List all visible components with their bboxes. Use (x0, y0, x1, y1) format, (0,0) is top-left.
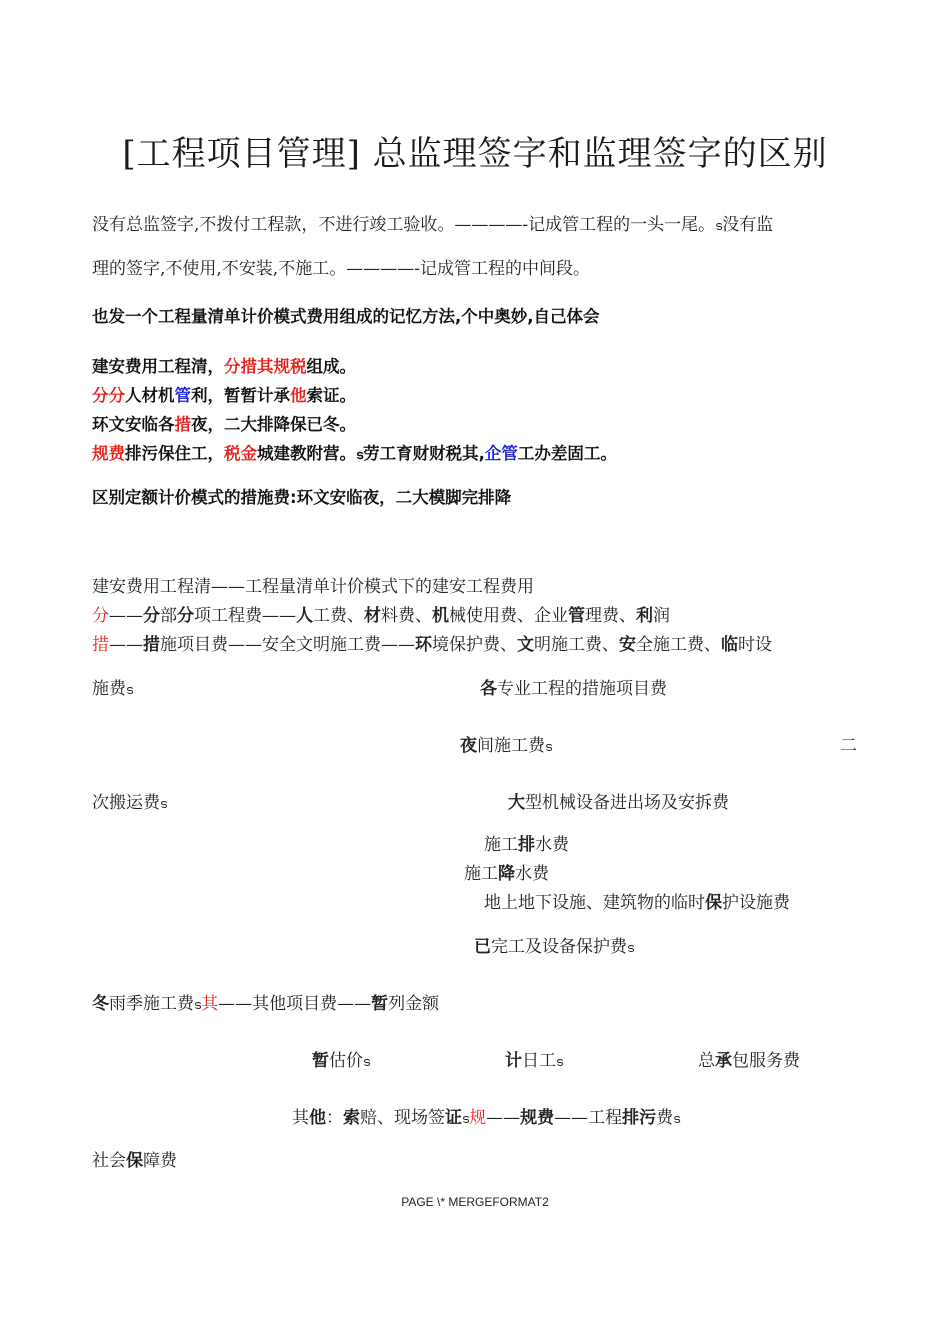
detail-line-6b (508, 788, 729, 813)
detail-text: 社会 (92, 1151, 126, 1171)
mnemonic-text: 利，暂暂计承 (191, 386, 290, 405)
detail-text: 障费 (143, 1151, 177, 1171)
paragraph-mark-icon: ട (126, 683, 134, 697)
detail-text: 项工程费—— (194, 606, 296, 626)
detail-key: 已 (474, 937, 491, 957)
detail-text: 雨季施工费 (109, 994, 194, 1014)
detail-text: 型机械设备进出场及安拆费 (525, 793, 729, 813)
detail-key: 环 (415, 635, 432, 655)
detail-key: 暂 (371, 994, 389, 1014)
detail-line-11 (92, 989, 439, 1014)
detail-text: 专业工程的措施项目费 (497, 679, 667, 699)
detail-text: 施项目费——安全文明施工费—— (160, 635, 415, 655)
detail-key: 保 (705, 893, 722, 913)
detail-key: 排污 (622, 1108, 657, 1128)
mnemonic-text: 建安费用工程清， (92, 357, 224, 376)
detail-text: —— (109, 635, 143, 655)
paragraph-mark-icon: ട (715, 219, 723, 233)
detail-line-6a (92, 788, 167, 813)
mnemonic-text: 组成。 (306, 357, 356, 376)
detail-key: 夜 (460, 736, 477, 756)
mnemonic-text: 环文安临各 (92, 415, 175, 434)
paragraph-mark-icon: ട (545, 740, 553, 754)
detail-key: 大 (508, 793, 525, 813)
detail-text: 工费、 (313, 606, 364, 626)
paragraph-mark-icon: ട (160, 797, 168, 811)
detail-key: 安 (619, 635, 636, 655)
detail-text: 明施工费、 (534, 635, 619, 655)
detail-line-10 (474, 932, 634, 957)
detail-line-3 (92, 630, 772, 655)
detail-text: ——工程 (554, 1108, 623, 1128)
detail-line-1: 建安费用工程清——工程量清单计价模式下的建安工程费用 (92, 577, 534, 597)
detail-key-red: 规 (469, 1108, 487, 1128)
mnemonic-text: 夜，二大排降保已冬。 (191, 415, 356, 434)
detail-key: 规费 (520, 1108, 555, 1128)
detail-key: 排 (518, 835, 535, 855)
detail-text: 施工 (464, 864, 498, 884)
detail-text: 包服务费 (732, 1051, 800, 1071)
detail-text: 全施工费、 (636, 635, 721, 655)
paragraph-mark-icon: ട (194, 998, 202, 1012)
detail-text: 料费、 (381, 606, 432, 626)
detail-key: 利 (636, 606, 653, 626)
detail-key: 承 (715, 1051, 732, 1071)
detail-text: 境保护费、 (432, 635, 517, 655)
intro-line-1b-text: 没有监 (722, 215, 774, 235)
detail-text: 其 (292, 1108, 309, 1128)
detail-text: —— (109, 606, 143, 626)
detail-text: 水费 (535, 835, 569, 855)
detail-key: 暂 (312, 1051, 329, 1071)
detail-line-4a (92, 674, 133, 699)
detail-text: 械使用费、企业 (449, 606, 568, 626)
mnemonic-highlight: 分分 (92, 386, 125, 405)
detail-key: 临 (721, 635, 738, 655)
mnemonic-text: 索证。 (306, 386, 356, 405)
detail-key: 文 (517, 635, 534, 655)
detail-text: 总 (698, 1051, 715, 1071)
detail-key: 分 (177, 606, 194, 626)
mnemonic-line-2 (92, 382, 356, 406)
detail-text: 润 (653, 606, 670, 626)
paragraph-mark-icon: ട (556, 1055, 564, 1069)
detail-text: ： (326, 1108, 343, 1128)
detail-text: 地上地下设施、建筑物的临时 (484, 893, 705, 913)
detail-key-red: 分 (92, 606, 109, 626)
detail-text: 护设施费 (722, 893, 790, 913)
detail-line-12b (505, 1046, 563, 1071)
detail-line-8 (464, 859, 549, 884)
mnemonic-highlight: 措 (174, 415, 191, 434)
intro-line-1 (92, 210, 773, 235)
detail-key: 各 (480, 679, 497, 699)
detail-line-12c (698, 1046, 800, 1071)
mnemonic-line-1 (92, 353, 356, 377)
detail-text: 时设 (738, 635, 772, 655)
detail-key: 分 (143, 606, 160, 626)
detail-key: 冬 (92, 994, 109, 1014)
detail-line-12a (312, 1046, 370, 1071)
subtitle: 也发一个工程量清单计价模式费用组成的记忆方法,个中奥妙,自己体会 (92, 307, 600, 326)
detail-text: 赔、现场签 (360, 1108, 445, 1128)
detail-text: 施工 (484, 835, 518, 855)
detail-text: —— (486, 1108, 521, 1128)
mnemonic-text: 人材机 (125, 386, 175, 405)
mnemonic-highlight: 税金 (224, 444, 257, 463)
detail-key: 措 (143, 635, 160, 655)
detail-key: 机 (432, 606, 449, 626)
detail-text: 间施工费 (477, 736, 545, 756)
detail-text: 完工及设备保护费 (491, 937, 627, 957)
detail-line-5a (460, 731, 552, 756)
detail-line-7 (484, 830, 569, 855)
intro-line-1-text: 没有总监签字,不拨付工程款，不进行竣工验收。————-记成管工程的一头一尾。 (92, 215, 716, 235)
paragraph-mark-icon: ട (673, 1112, 681, 1126)
detail-line-14 (92, 1146, 177, 1171)
mnemonic-highlight: 分措其规税 (224, 357, 307, 376)
detail-text: 费 (656, 1108, 674, 1128)
detail-text: 部 (160, 606, 177, 626)
mnemonic-highlight-blue: 企管 (484, 444, 518, 463)
paragraph-mark-icon: ട (462, 1112, 470, 1126)
detail-key-red: 其 (201, 994, 219, 1014)
quota-note: 区别定额计价模式的措施费:环文安临夜，二大模脚完排降 (92, 488, 512, 507)
detail-line-2 (92, 601, 670, 626)
mnemonic-text: 城建教附营。 (257, 444, 356, 463)
mnemonic-text: 排污保住工， (125, 444, 224, 463)
detail-key: 保 (126, 1151, 143, 1171)
detail-text: 日工 (522, 1051, 556, 1071)
detail-key: 降 (498, 864, 515, 884)
detail-text: 施费 (92, 679, 126, 699)
mnemonic-highlight-blue: 管 (174, 386, 191, 405)
detail-text: 列金额 (388, 994, 440, 1014)
mnemonic-line-3 (92, 411, 356, 435)
paragraph-mark-icon: ട (356, 448, 364, 462)
detail-key: 证 (445, 1108, 462, 1128)
detail-text: 水费 (515, 864, 549, 884)
detail-key: 计 (505, 1051, 522, 1071)
detail-line-5b: 二 (840, 736, 857, 756)
detail-line-13 (292, 1103, 680, 1128)
paragraph-mark-icon: ട (627, 941, 635, 955)
detail-key: 管 (568, 606, 585, 626)
detail-text: 次搬运费 (92, 793, 160, 813)
page-title: [工程项目管理] 总监理签字和监理签字的区别 (122, 134, 828, 174)
mnemonic-highlight: 规费 (92, 444, 125, 463)
mnemonic-text: 工办差固工。 (517, 444, 617, 463)
detail-text: 估价 (329, 1051, 363, 1071)
paragraph-mark-icon: ട (363, 1055, 371, 1069)
mnemonic-line-4 (92, 440, 617, 464)
detail-text: ——其他项目费—— (218, 994, 372, 1014)
detail-key: 材 (364, 606, 381, 626)
page-footer: PAGE \* MERGEFORMAT2 (401, 1195, 549, 1209)
detail-key: 索 (343, 1108, 360, 1128)
detail-line-9 (484, 888, 790, 913)
detail-key: 人 (296, 606, 313, 626)
mnemonic-highlight: 他 (290, 386, 307, 405)
mnemonic-text: 劳工育财财税其, (363, 444, 485, 463)
detail-key-red: 措 (92, 635, 109, 655)
detail-text: 理费、 (585, 606, 636, 626)
detail-line-4b (480, 674, 667, 699)
detail-key: 他 (309, 1108, 326, 1128)
intro-line-2: 理的签字,不使用,不安装,不施工。————-记成管工程的中间段。 (92, 259, 590, 279)
